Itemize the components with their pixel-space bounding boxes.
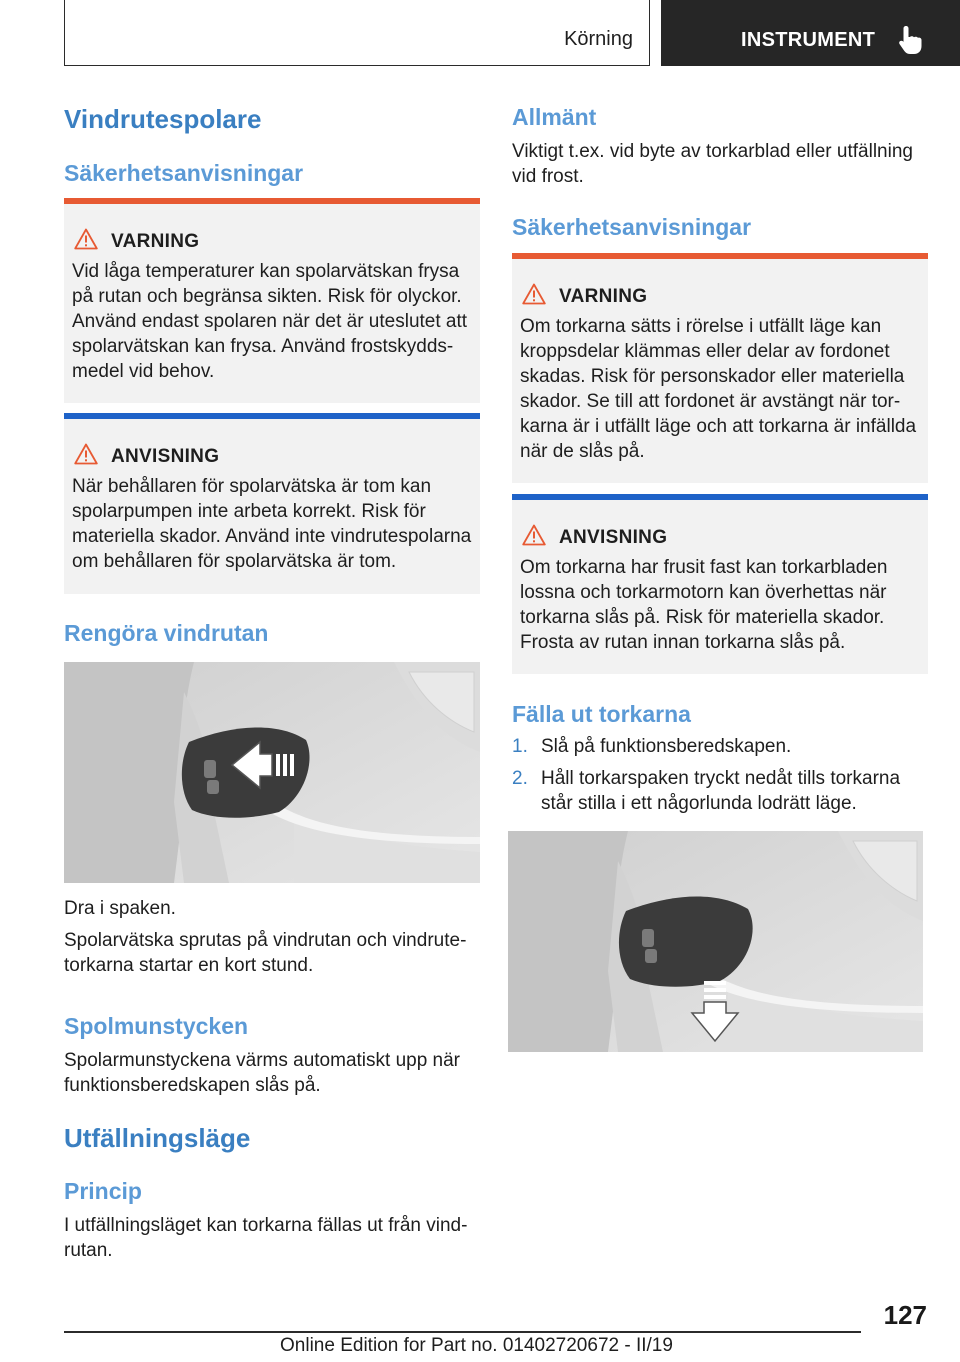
- warning-text: Vid låga temperaturer kan spolarvätskan frysa på rutan och begränsa sikten. Risk för olyckor. Använd endast spolaren när det är uteslutet att spolarvätskan kan frysa. Använd frostskyddsmedel vid behov.: [72, 261, 468, 382]
- footer-edition: Online Edition for Part no. 01402720672 - II/19: [280, 1335, 673, 1356]
- header-chapter-tab[interactable]: [661, 0, 960, 66]
- notice-bar: [64, 413, 480, 419]
- notice-box: [512, 494, 928, 674]
- step-text: Håll torkarspaken tryckt nedåt tills torkarna står stilla i ett någorlunda lodrätt läge.: [541, 768, 901, 814]
- pointing-hand-icon: [898, 25, 924, 55]
- warning-box: [512, 253, 928, 483]
- warning-bar: [64, 198, 480, 204]
- step-number: 2.: [512, 768, 528, 789]
- heading-general: Allmänt: [512, 104, 597, 130]
- notice-box: [64, 413, 480, 594]
- page-number: 127: [883, 1300, 927, 1330]
- section-title-windshield-washer: Vindrutespolare: [64, 104, 262, 134]
- heading-nozzles: Spolmunstycken: [64, 1013, 249, 1039]
- header-section-label: Körning: [564, 28, 633, 50]
- header-chapter-label: INSTRUMENT: [741, 29, 876, 51]
- warning-bar: [512, 253, 928, 259]
- warning-triangle-icon: [522, 524, 546, 546]
- clean-instruction: Dra i spaken.: [64, 898, 176, 919]
- warning-triangle-icon: [74, 443, 98, 465]
- header-section-tab[interactable]: [64, 0, 650, 66]
- heading-safety-instructions: Säkerhetsanvisningar: [64, 160, 304, 186]
- heading-principle: Princip: [64, 1178, 142, 1204]
- lever-pull-illustration: [64, 662, 480, 883]
- section-title-fold-out-position: Utfällningsläge: [64, 1123, 251, 1153]
- warning-label: VARNING: [111, 231, 200, 252]
- notice-label: ANVISNING: [111, 446, 220, 467]
- step-number: 1.: [512, 736, 528, 757]
- step-text: Slå på funktionsberedskapen.: [541, 736, 792, 757]
- heading-fold-out-wipers: Fälla ut torkarna: [512, 701, 691, 727]
- principle-text: I utfällningsläget kan torkarna fällas ut från vindrutan.: [64, 1215, 468, 1261]
- warning-box: [64, 198, 480, 403]
- notice-text: När behållaren för spolarvätska är tom kan spolarpumpen inte arbeta korrekt. Risk för materiella skador. Använd inte vindrutespolarna om behållaren för spolarvätska är tom.: [72, 476, 472, 572]
- warning-triangle-icon: [522, 283, 546, 305]
- warning-label: VARNING: [559, 286, 648, 307]
- clean-description: Spolarvätska sprutas på vindrutan och vindrutetorkarna startar en kort stund.: [64, 930, 467, 976]
- warning-triangle-icon: [74, 228, 98, 250]
- general-text: Viktigt t.ex. vid byte av torkarblad eller utfällning vid frost.: [512, 141, 913, 187]
- heading-safety-instructions: Säkerhetsanvisningar: [512, 214, 752, 240]
- notice-label: ANVISNING: [559, 527, 668, 548]
- heading-clean-windshield: Rengöra vindrutan: [64, 620, 269, 646]
- nozzles-text: Spolarmunstyckena värms automatiskt upp när funktionsberedskapen slås på.: [64, 1050, 461, 1096]
- notice-text: Om torkarna har frusit fast kan torkarbladen lossna och torkarmotorn kan överhettas när torkarna slås på. Risk för materiella skador. Frosta av rutan innan torkarna slås på.: [520, 557, 888, 653]
- footer-divider: [64, 1331, 861, 1333]
- lever-push-down-illustration: [508, 831, 923, 1052]
- notice-bar: [512, 494, 928, 500]
- warning-text: Om torkarna sätts i rörelse i utfällt läge kan kroppsdelar klämmas eller delar av fordonet skadas. Risk för personskador eller materiella skador. Se till att fordonet är avstängt när torkarna är i utfällt läge och att torkarna är infällda när de slås på.: [520, 316, 917, 462]
